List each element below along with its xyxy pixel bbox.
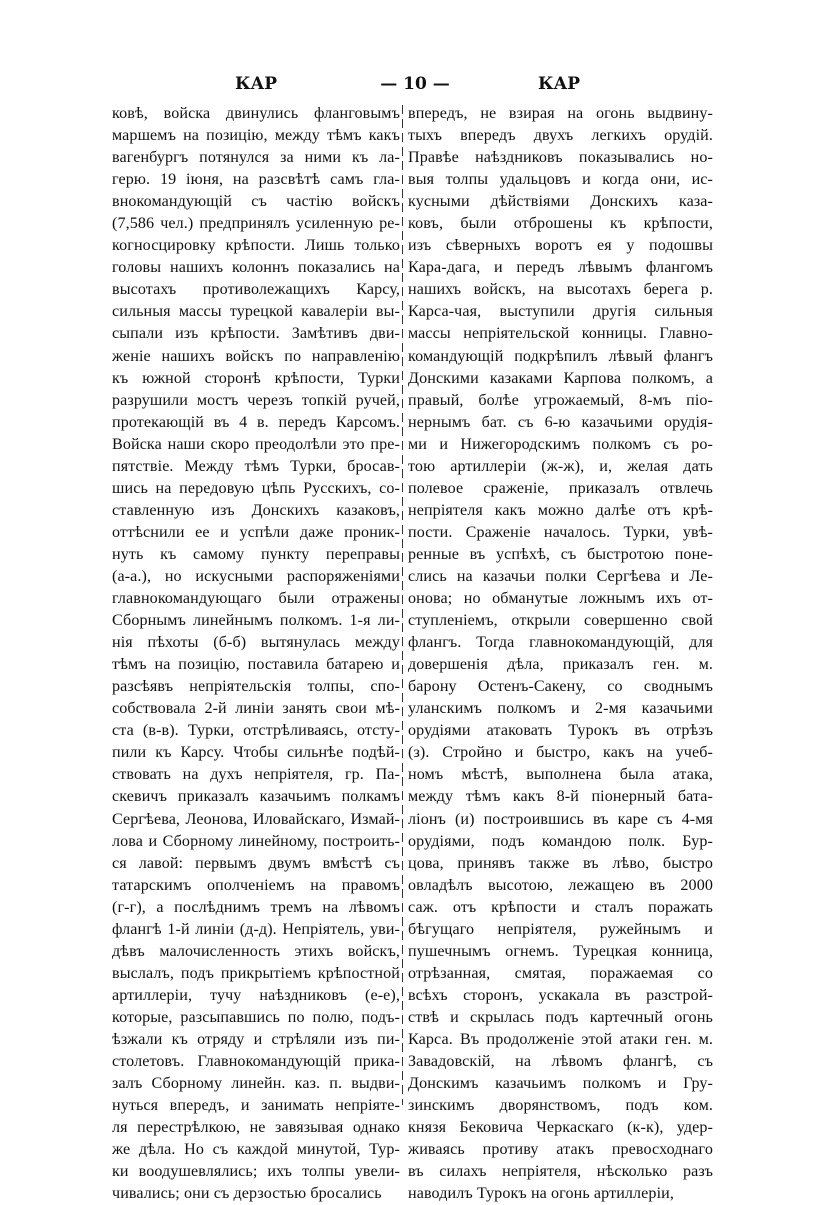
text-line: выслалъ, подъ прикрытіемъ крѣпостной: [112, 964, 400, 982]
text-line: герю. 19 іюня, на разсвѣтѣ самъ гла-: [112, 171, 400, 189]
text-line: дѣвъ малочисленность этихъ войскъ,: [112, 942, 400, 960]
text-line: тыхъ впередъ двухъ легкихъ орудій.: [408, 127, 713, 145]
text-line: непріятеля какъ можно далѣе отъ крѣ-: [408, 501, 713, 519]
text-line: лова и Сборному линейному, построить-: [112, 832, 400, 850]
text-line: Правѣе наѣздниковъ показывались но-: [408, 149, 713, 167]
text-line: ѣзжали къ отряду и стрѣляли изъ пи-: [112, 1030, 400, 1048]
text-line: уланскимъ полкомъ и 2-мя казачьими: [408, 700, 713, 718]
text-line: бѣгущаго непріятеля, ружейнымъ и: [408, 920, 713, 938]
text-line: Сборнымъ линейнымъ полкомъ. 1-я ли-: [112, 612, 400, 630]
text-line: Карса. Въ продолженіе этой атаки ген. м.: [408, 1030, 713, 1048]
text-line: шись на передовую цѣпь Русскихъ, со-: [112, 479, 400, 497]
text-line: ки воодушевлялись; ихъ толпы увели-: [112, 1163, 400, 1181]
text-line: къ южной сторонѣ крѣпости, Турки: [112, 369, 400, 387]
text-line: скевичъ приказалъ казачьимъ полкамъ: [112, 788, 400, 806]
text-line: (7,586 чел.) предпринялъ усиленную ре-: [112, 215, 400, 233]
text-line: правый, болѣе угрожаемый, 8-мъ піо-: [408, 391, 713, 409]
text-line: ступленіемъ, открыли совершенно свой: [408, 612, 713, 630]
text-line: пости. Сраженіе началось. Турки, увѣ-: [408, 523, 713, 541]
column-divider: [402, 105, 403, 1105]
text-line: главнокомандующаго были отражены: [112, 590, 400, 608]
text-line: Донскими казаками Карпова полкомъ, а: [408, 369, 713, 387]
text-line: Сергѣева, Леонова, Иловайскаго, Измай-: [112, 810, 400, 828]
text-line: барону Остенъ-Сакену, со своднымъ: [408, 678, 713, 696]
text-line: артиллеріи, тучу наѣздниковъ (е-е),: [112, 986, 400, 1004]
text-line: въ силахъ непріятеля, нѣсколько разъ: [408, 1163, 713, 1181]
header-right-keyword: КАР: [538, 74, 581, 94]
text-line: между тѣмъ какъ 8-й піонерный бата-: [408, 788, 713, 806]
text-line: тою артиллеріи (ж-ж), и, желая дать: [408, 457, 713, 475]
text-line: ставленную изъ Донскихъ казаковъ,: [112, 501, 400, 519]
text-line: наводилъ Турокъ на огонь артиллеріи,: [408, 1185, 674, 1203]
text-line: тѣмъ на позицію, поставила батарею и: [112, 656, 400, 674]
text-line: ковъ, были отброшены къ крѣпости,: [408, 215, 713, 233]
text-line: вагенбургъ потянулся за ними къ ла-: [112, 149, 400, 167]
text-line: разрушили мостъ черезъ топкій ручей,: [112, 391, 400, 409]
text-line: князя Бековича Черкаскаго (к-к), удер-: [408, 1119, 713, 1137]
text-line: флангѣ 1-й линіи (д-д). Непріятель, уви-: [112, 920, 400, 938]
text-line: маршемъ на позицію, между тѣмъ какъ: [112, 127, 400, 145]
text-line: нернымъ бат. съ 6-ю казачьими орудія-: [408, 413, 713, 431]
text-line: высотахъ противолежащихъ Карсу,: [112, 281, 400, 299]
text-line: живаясь противу атакъ превосходнаго: [408, 1141, 713, 1159]
text-line: ренные въ успѣхѣ, съ быстротою поне-: [408, 545, 713, 563]
text-line: массы непріятельской конницы. Главно-: [408, 325, 713, 343]
text-line: татарскимъ ополченіемъ на правомъ: [112, 876, 400, 894]
text-line: орудіями атаковать Турокъ въ отрѣзъ: [408, 722, 713, 740]
text-line: полевое сраженіе, приказалъ отвлечь: [408, 479, 713, 497]
text-line: отрѣзанная, смятая, поражаемая со: [408, 964, 713, 982]
text-line: овладѣлъ высотою, лежащею въ 2000: [408, 876, 713, 894]
text-line: сыпали изъ крѣпости. Замѣтивъ дви-: [112, 325, 400, 343]
text-line: пушечнымъ огнемъ. Турецкая конница,: [408, 942, 713, 960]
text-line: ми и Нижегородскимъ полкомъ съ ро-: [408, 435, 713, 453]
text-line: головы нашихъ колоннъ показались на: [112, 259, 400, 277]
text-line: номъ мѣстѣ, выполнена была атака,: [408, 766, 713, 784]
text-line: которые, разсыпавшись по полю, подъ-: [112, 1008, 400, 1026]
text-line: женіе нашихъ войскъ по направленію: [112, 347, 400, 365]
text-line: Донскимъ казачьимъ полкомъ и Гру-: [408, 1075, 713, 1093]
text-line: изъ сѣверныхъ воротъ ея у подошвы: [408, 237, 713, 255]
text-line: чивались; они съ дерзостью бросались: [112, 1185, 382, 1203]
text-line: протекающій въ 4 в. передъ Карсомъ.: [112, 413, 400, 431]
text-line: саж. отъ крѣпости и сталъ поражать: [408, 898, 713, 916]
text-line: нашихъ войскъ, на высотахъ берега р.: [408, 281, 713, 299]
text-line: слись на казачьи полки Сергѣева и Ле-: [408, 567, 713, 585]
text-line: онова; но обманутые ложнымъ ихъ от-: [408, 590, 713, 608]
header-left-keyword: КАР: [235, 74, 278, 94]
text-line: сильныя массы турецкой кавалеріи вы-: [112, 303, 400, 321]
text-line: кусными дѣйствіями Донскихъ каза-: [408, 193, 713, 211]
text-line: оттѣснили ее и успѣли даже проник-: [112, 523, 400, 541]
text-line: пятствіе. Между тѣмъ Турки, бросав-: [112, 457, 400, 475]
text-line: же дѣла. Но съ каждой минутой, Тур-: [112, 1141, 400, 1159]
text-line: внокомандующій съ частію войскъ: [112, 193, 400, 211]
text-line: нія пѣхоты (б-б) вытянулась между: [112, 634, 400, 652]
text-line: Завадовскій, на лѣвомъ флангѣ, съ: [408, 1053, 713, 1071]
text-line: когносцировку крѣпости. Лишь только: [112, 237, 400, 255]
text-line: всѣхъ сторонъ, ускакала въ разстрой-: [408, 986, 713, 1004]
text-line: разсѣявъ непріятельскія толпы, спо-: [112, 678, 400, 696]
text-line: впередъ, не взирая на огонь выдвину-: [408, 105, 713, 122]
text-line: нуться впередъ, и занимать непріяте-: [112, 1097, 400, 1115]
text-line: ста (в-в). Турки, отстрѣливаясь, отсту-: [112, 722, 400, 740]
text-line: ліонъ (и) построившись въ каре съ 4-мя: [408, 810, 713, 828]
right-text-column: [408, 103, 713, 1205]
text-line: (г-г), а послѣднимъ тремъ на лѣвомъ: [112, 898, 400, 916]
running-header: [110, 74, 720, 104]
text-line: Войска наши скоро преодолѣли это пре-: [112, 435, 400, 453]
text-line: ковѣ, войска двинулись фланговымъ: [112, 105, 400, 122]
text-line: ствовать на духъ непріятеля, гр. Па-: [112, 766, 400, 784]
text-line: зинскимъ дворянствомъ, подъ ком.: [408, 1097, 713, 1115]
text-line: (а-а.), но искусными распоряженіями: [112, 567, 400, 585]
text-line: Карса-чая, выступили другія сильныя: [408, 303, 713, 321]
text-line: ля перестрѣлкою, не завязывая однако: [112, 1119, 400, 1137]
text-line: нуть къ самому пункту переправы: [112, 545, 400, 563]
text-line: орудіями, подъ командою полк. Бур-: [408, 832, 713, 850]
text-line: залъ Сборному линейн. каз. п. выдви-: [112, 1075, 400, 1093]
text-line: выя толпы удальцовъ и когда они, ис-: [408, 171, 713, 189]
text-line: флангъ. Тогда главнокомандующій, для: [408, 634, 713, 652]
text-line: довершенія дѣла, приказалъ ген. м.: [408, 656, 713, 674]
page-number: — 10 —: [380, 74, 450, 94]
text-line: Кара-дага, и передъ лѣвымъ флангомъ: [408, 259, 713, 277]
text-line: столетовъ. Главнокомандующій прика-: [112, 1053, 400, 1071]
text-line: цова, принявъ также въ лѣво, быстро: [408, 854, 713, 872]
text-line: собствовала 2-й линіи занять свои мѣ-: [112, 700, 400, 718]
left-text-column: [112, 103, 400, 1205]
text-line: ся лавой: первымъ двумъ вмѣстѣ съ: [112, 854, 400, 872]
text-line: командующій подкрѣпилъ лѣвый флангъ: [408, 347, 713, 365]
text-line: пили къ Карсу. Чтобы сильнѣе подѣй-: [112, 744, 400, 762]
text-line: ствѣ и скрылась подъ картечный огонь: [408, 1008, 713, 1026]
text-line: (з). Стройно и быстро, какъ на учеб-: [408, 744, 713, 762]
